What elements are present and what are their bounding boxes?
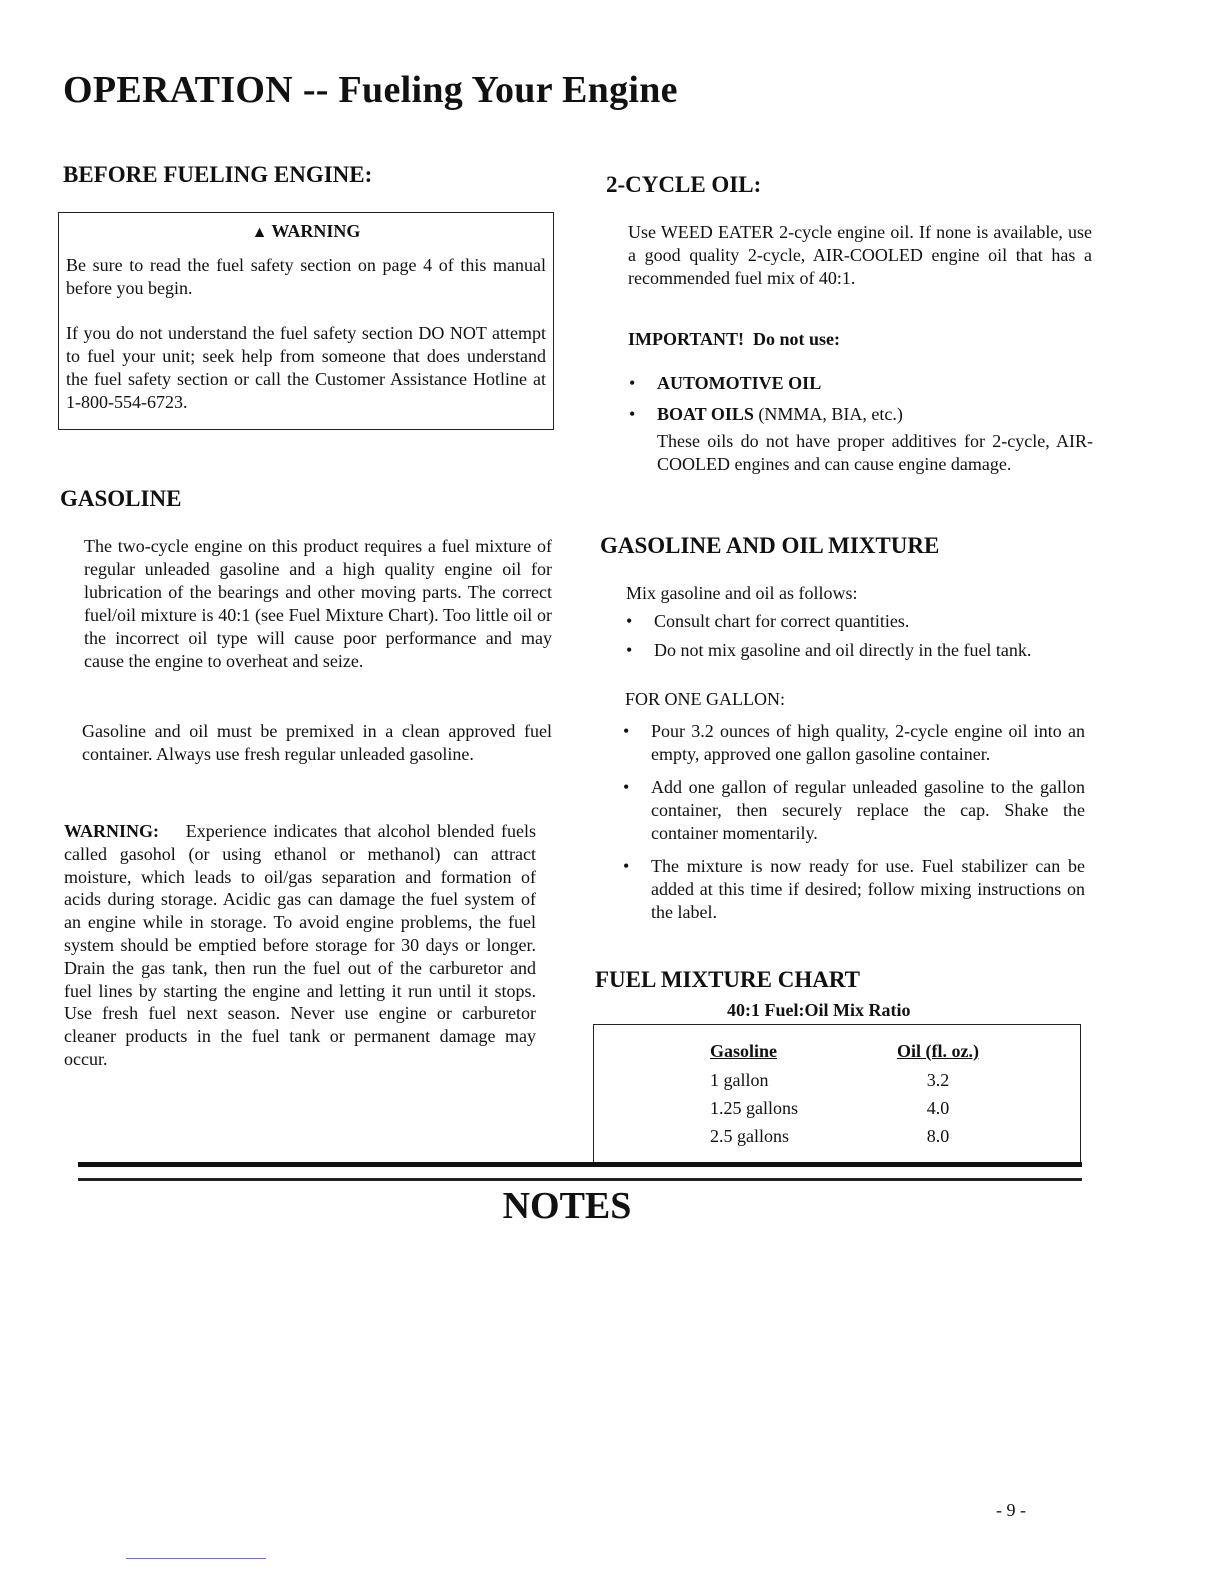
two-cycle-oil-paragraph: Use WEED EATER 2-cycle engine oil. If none is available, use a good quality 2-cycle, AIR-COOLED engine oil that has a recommended fuel mix of 40:1. [628, 222, 1092, 288]
table-cell-gasoline: 2.5 gallons [710, 1126, 789, 1146]
important-text: Do not use: [753, 329, 841, 349]
warning-paragraph-2: If you do not understand the fuel safety section DO NOT attempt to fuel your unit; seek help from someone that does understand the fuel safety section or call the Customer Assistance Hotline at 1-800-554-6723. [66, 323, 546, 412]
table-row [710, 1068, 998, 1096]
gasoline-heading: GASOLINE [60, 486, 182, 511]
mixture-bullet-2: Do not mix gasoline and oil directly in the fuel tank. [654, 640, 1032, 660]
fuel-mixture-table [710, 1041, 998, 1152]
do-not-use-list [625, 372, 1093, 426]
list-item: • Consult chart for correct quantities. [626, 611, 910, 631]
fuel-mixture-chart [593, 1024, 1081, 1164]
gasoline-paragraph-2: Gasoline and oil must be premixed in a clean approved fuel container. Always use fresh regular unleaded gasoline. [82, 721, 552, 764]
list-item: • AUTOMOTIVE OIL [629, 373, 822, 393]
gasoline-warning [64, 820, 536, 1071]
table-cell-gasoline: 1.25 gallons [710, 1098, 798, 1118]
before-fueling-heading: BEFORE FUELING ENGINE: [63, 162, 373, 187]
mixture-list [622, 610, 1092, 662]
oil-note: These oils do not have proper additives for 2-cycle, AIR-COOLED engines and can cause engine damage. [657, 431, 1093, 474]
one-gallon-heading: FOR ONE GALLON: [625, 689, 785, 709]
warning-triangle-icon: ▲ [251, 224, 268, 241]
table-cell-gasoline: 1 gallon [710, 1070, 769, 1090]
table-cell-oil: 8.0 [926, 1126, 950, 1146]
footer-line [126, 1558, 266, 1559]
warning-box [58, 212, 554, 430]
list-item: • Add one gallon of regular unleaded gasoline to the gallon container, then securely replace the cap. Shake the container momentarily. [623, 777, 1085, 843]
section-divider [78, 1162, 1082, 1167]
list-item: • Do not mix gasoline and oil directly in the fuel tank. [626, 640, 1032, 660]
gallon-bullet-1: Pour 3.2 ounces of high quality, 2-cycle engine oil into an empty, approved one gallon gasoline container. [651, 721, 1085, 764]
two-cycle-oil-heading: 2-CYCLE OIL: [606, 172, 762, 197]
table-row [710, 1096, 998, 1124]
notes-title: NOTES [502, 1185, 632, 1227]
mixture-heading: GASOLINE AND OIL MIXTURE [600, 533, 940, 558]
important-line [628, 328, 1028, 351]
column-header-oil: Oil (fl. oz.) [897, 1041, 979, 1061]
boat-oils-item: BOAT OILS [657, 404, 754, 424]
gallon-bullet-3: The mixture is now ready for use. Fuel stabilizer can be added at this time if desired; follow mixing instructions on the label. [651, 856, 1085, 922]
mixture-bullet-1: Consult chart for correct quantities. [654, 611, 910, 631]
section-divider-thin [78, 1178, 1082, 1181]
fuel-chart-subtitle: 40:1 Fuel:Oil Mix Ratio [727, 1000, 911, 1020]
list-item: • Pour 3.2 ounces of high quality, 2-cycle engine oil into an empty, approved one gallon gasoline container. [623, 721, 1085, 764]
table-cell-oil: 4.0 [926, 1098, 950, 1118]
automotive-oil-item: AUTOMOTIVE OIL [657, 373, 822, 393]
column-header-gasoline: Gasoline [710, 1041, 778, 1061]
one-gallon-list [619, 720, 1085, 924]
mixture-intro: Mix gasoline and oil as follows: [626, 583, 858, 603]
gasoline-paragraph-1: The two-cycle engine on this product requires a fuel mixture of regular unleaded gasoline and a high quality engine oil for lubrication of the bearings and other moving parts. The correct fuel/oil mixture is 40:1 (see Fuel Mixture Chart). Too little oil or the incorrect oil type will cause poor performance and may cause the engine to overheat and seize. [84, 536, 552, 671]
gallon-bullet-2: Add one gallon of regular unleaded gasoline to the gallon container, then securely replace the cap. Shake the container momentarily. [651, 777, 1085, 843]
gasoline-warning-text: Experience indicates that alcohol blended fuels called gasohol (or using ethanol or methanol) can attract moisture, which leads to oil/gas separation and formation of acids during storage. Acidic gas can damage the fuel system of an engine while in storage. To avoid engine problems, the fuel system should be emptied before storage for 30 days or longer. Drain the gas tank, then run the fuel out of the carburetor and fuel lines by starting the engine and letting it run until it stops. Use fresh fuel next season. Never use engine or carburetor cleaner products in the fuel tank or permanent damage may occur. [64, 821, 536, 1069]
warning-title-text: WARNING [271, 221, 361, 241]
page-title: OPERATION -- Fueling Your Engine [63, 69, 678, 111]
table-row [710, 1124, 998, 1152]
table-header-row [710, 1041, 998, 1068]
boat-oils-detail: (NMMA, BIA, etc.) [758, 404, 903, 424]
important-label: IMPORTANT! [628, 329, 745, 349]
list-item: • The mixture is now ready for use. Fuel stabilizer can be added at this time if desired; follow mixing instructions on the label. [623, 856, 1085, 922]
table-cell-oil: 3.2 [926, 1070, 950, 1090]
fuel-chart-heading: FUEL MIXTURE CHART [595, 967, 860, 992]
page-number: - 9 - [996, 1500, 1026, 1520]
gasoline-warning-label: WARNING: [64, 821, 160, 841]
warning-paragraph-1: Be sure to read the fuel safety section on page 4 of this manual before you begin. [66, 255, 546, 298]
list-item: • BOAT OILS (NMMA, BIA, etc.) [629, 404, 903, 424]
warning-title [66, 221, 546, 242]
